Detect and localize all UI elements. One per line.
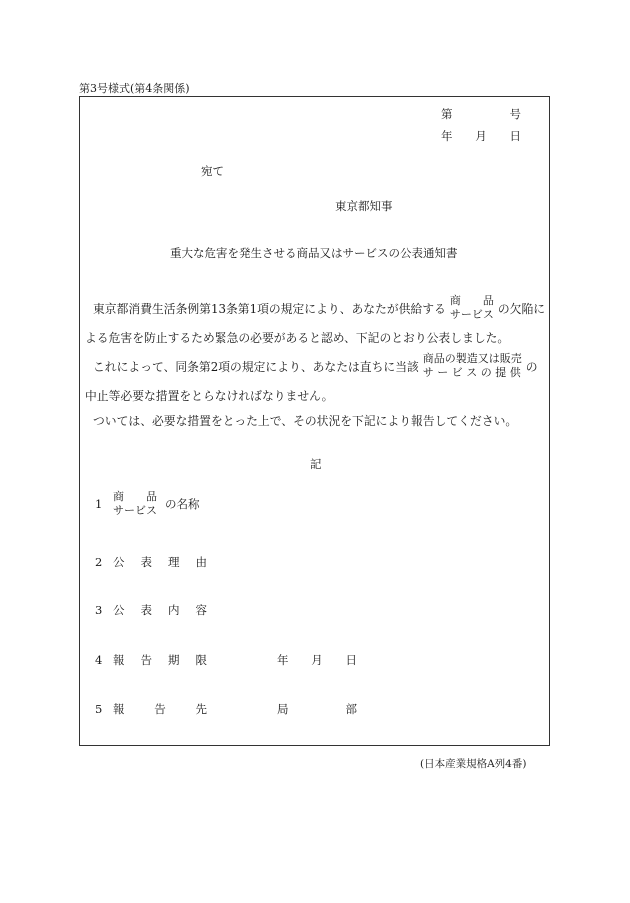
- item-4-deadline-date: [277, 652, 357, 668]
- item-4-char-3: 期: [168, 653, 180, 667]
- item-3-char-2: 表: [140, 603, 152, 617]
- ki-heading: 記: [310, 457, 322, 471]
- paragraph-2-line-1: [85, 352, 538, 380]
- deadline-year: 年: [277, 653, 289, 667]
- paragraph-2-text-b: の: [525, 359, 538, 374]
- form-number-label: 第3号様式(第4条関係): [79, 82, 190, 95]
- paragraph-1-line-1: [85, 294, 545, 322]
- item-5-char-3: 先: [195, 702, 207, 716]
- item-3-char-1: 公: [113, 603, 125, 617]
- item-4-char-2: 告: [140, 653, 152, 667]
- goods-services-stack: [450, 294, 494, 322]
- date-year: 年: [441, 129, 453, 143]
- item-2-char-2: 表: [140, 555, 152, 569]
- item-5-destination: [277, 701, 357, 717]
- item-3-label: [113, 602, 207, 618]
- item-2: [95, 554, 207, 570]
- item-5: [95, 701, 207, 717]
- item-4-number: 4: [95, 653, 103, 667]
- item-1-label-suffix: の名称: [165, 497, 200, 511]
- item-5-number: 5: [95, 702, 103, 716]
- item-1-number: 1: [95, 497, 103, 511]
- item-1-goods: 商 品: [113, 490, 157, 503]
- document-number: [441, 106, 521, 122]
- item-4: [95, 652, 207, 668]
- deadline-month: 月: [311, 653, 323, 667]
- item-2-char-1: 公: [113, 555, 125, 569]
- item-3-number: 3: [95, 603, 103, 617]
- deadline-day: 日: [345, 653, 357, 667]
- item-4-label: [113, 652, 207, 668]
- date-day: 日: [509, 129, 521, 143]
- item-1-stack: [113, 490, 157, 518]
- item-1-services: サービス: [113, 504, 157, 517]
- issuer: 東京都知事: [335, 199, 393, 213]
- issue-date: [441, 128, 521, 144]
- stack-services: サービス: [449, 308, 494, 321]
- paragraph-2-text-a: これによって、同条第2項の規定により、あなたは直ちに当該: [93, 359, 419, 374]
- stack-goods: 商 品: [449, 294, 494, 307]
- stack-manufacture: 商品の製造又は販売: [422, 352, 522, 365]
- item-5-label: [113, 701, 207, 717]
- stack-service-provision: サ ー ビ ス の 提 供: [422, 366, 521, 379]
- destination-bureau: 局: [277, 702, 289, 716]
- item-5-char-1: 報: [113, 702, 125, 716]
- destination-department: 部: [345, 702, 357, 716]
- item-2-char-3: 理: [168, 555, 180, 569]
- item-2-label: [113, 554, 207, 570]
- item-1: [95, 490, 200, 518]
- number-suffix: 号: [509, 107, 521, 121]
- item-3: [95, 602, 207, 618]
- paragraph-3: ついては、必要な措置をとった上で、その状況を下記により報告してください。: [93, 414, 518, 428]
- paper-size-note: (日本産業規格A列4番): [420, 758, 527, 770]
- item-2-char-4: 由: [195, 555, 207, 569]
- item-5-char-2: 告: [154, 702, 166, 716]
- addressee: 宛て: [201, 164, 224, 178]
- paragraph-1-text-b: の欠陥に: [497, 301, 546, 316]
- action-stack: [423, 352, 522, 380]
- item-4-char-1: 報: [113, 653, 125, 667]
- paragraph-1-line-2: よる危害を防止するため緊急の必要があると認め、下記のとおり公表しました。: [85, 331, 510, 345]
- number-prefix: 第: [441, 107, 453, 121]
- item-2-number: 2: [95, 555, 103, 569]
- item-3-char-3: 内: [168, 603, 180, 617]
- paragraph-1-text-a: 東京都消費生活条例第13条第1項の規定により、あなたが供給する: [93, 301, 446, 316]
- date-month: 月: [475, 129, 487, 143]
- item-3-char-4: 容: [195, 603, 207, 617]
- document-title: 重大な危害を発生させる商品又はサービスの公表通知書: [170, 246, 458, 260]
- paragraph-2-line-2: 中止等必要な措置をとらなければなりません。: [85, 389, 334, 403]
- item-4-char-4: 限: [195, 653, 207, 667]
